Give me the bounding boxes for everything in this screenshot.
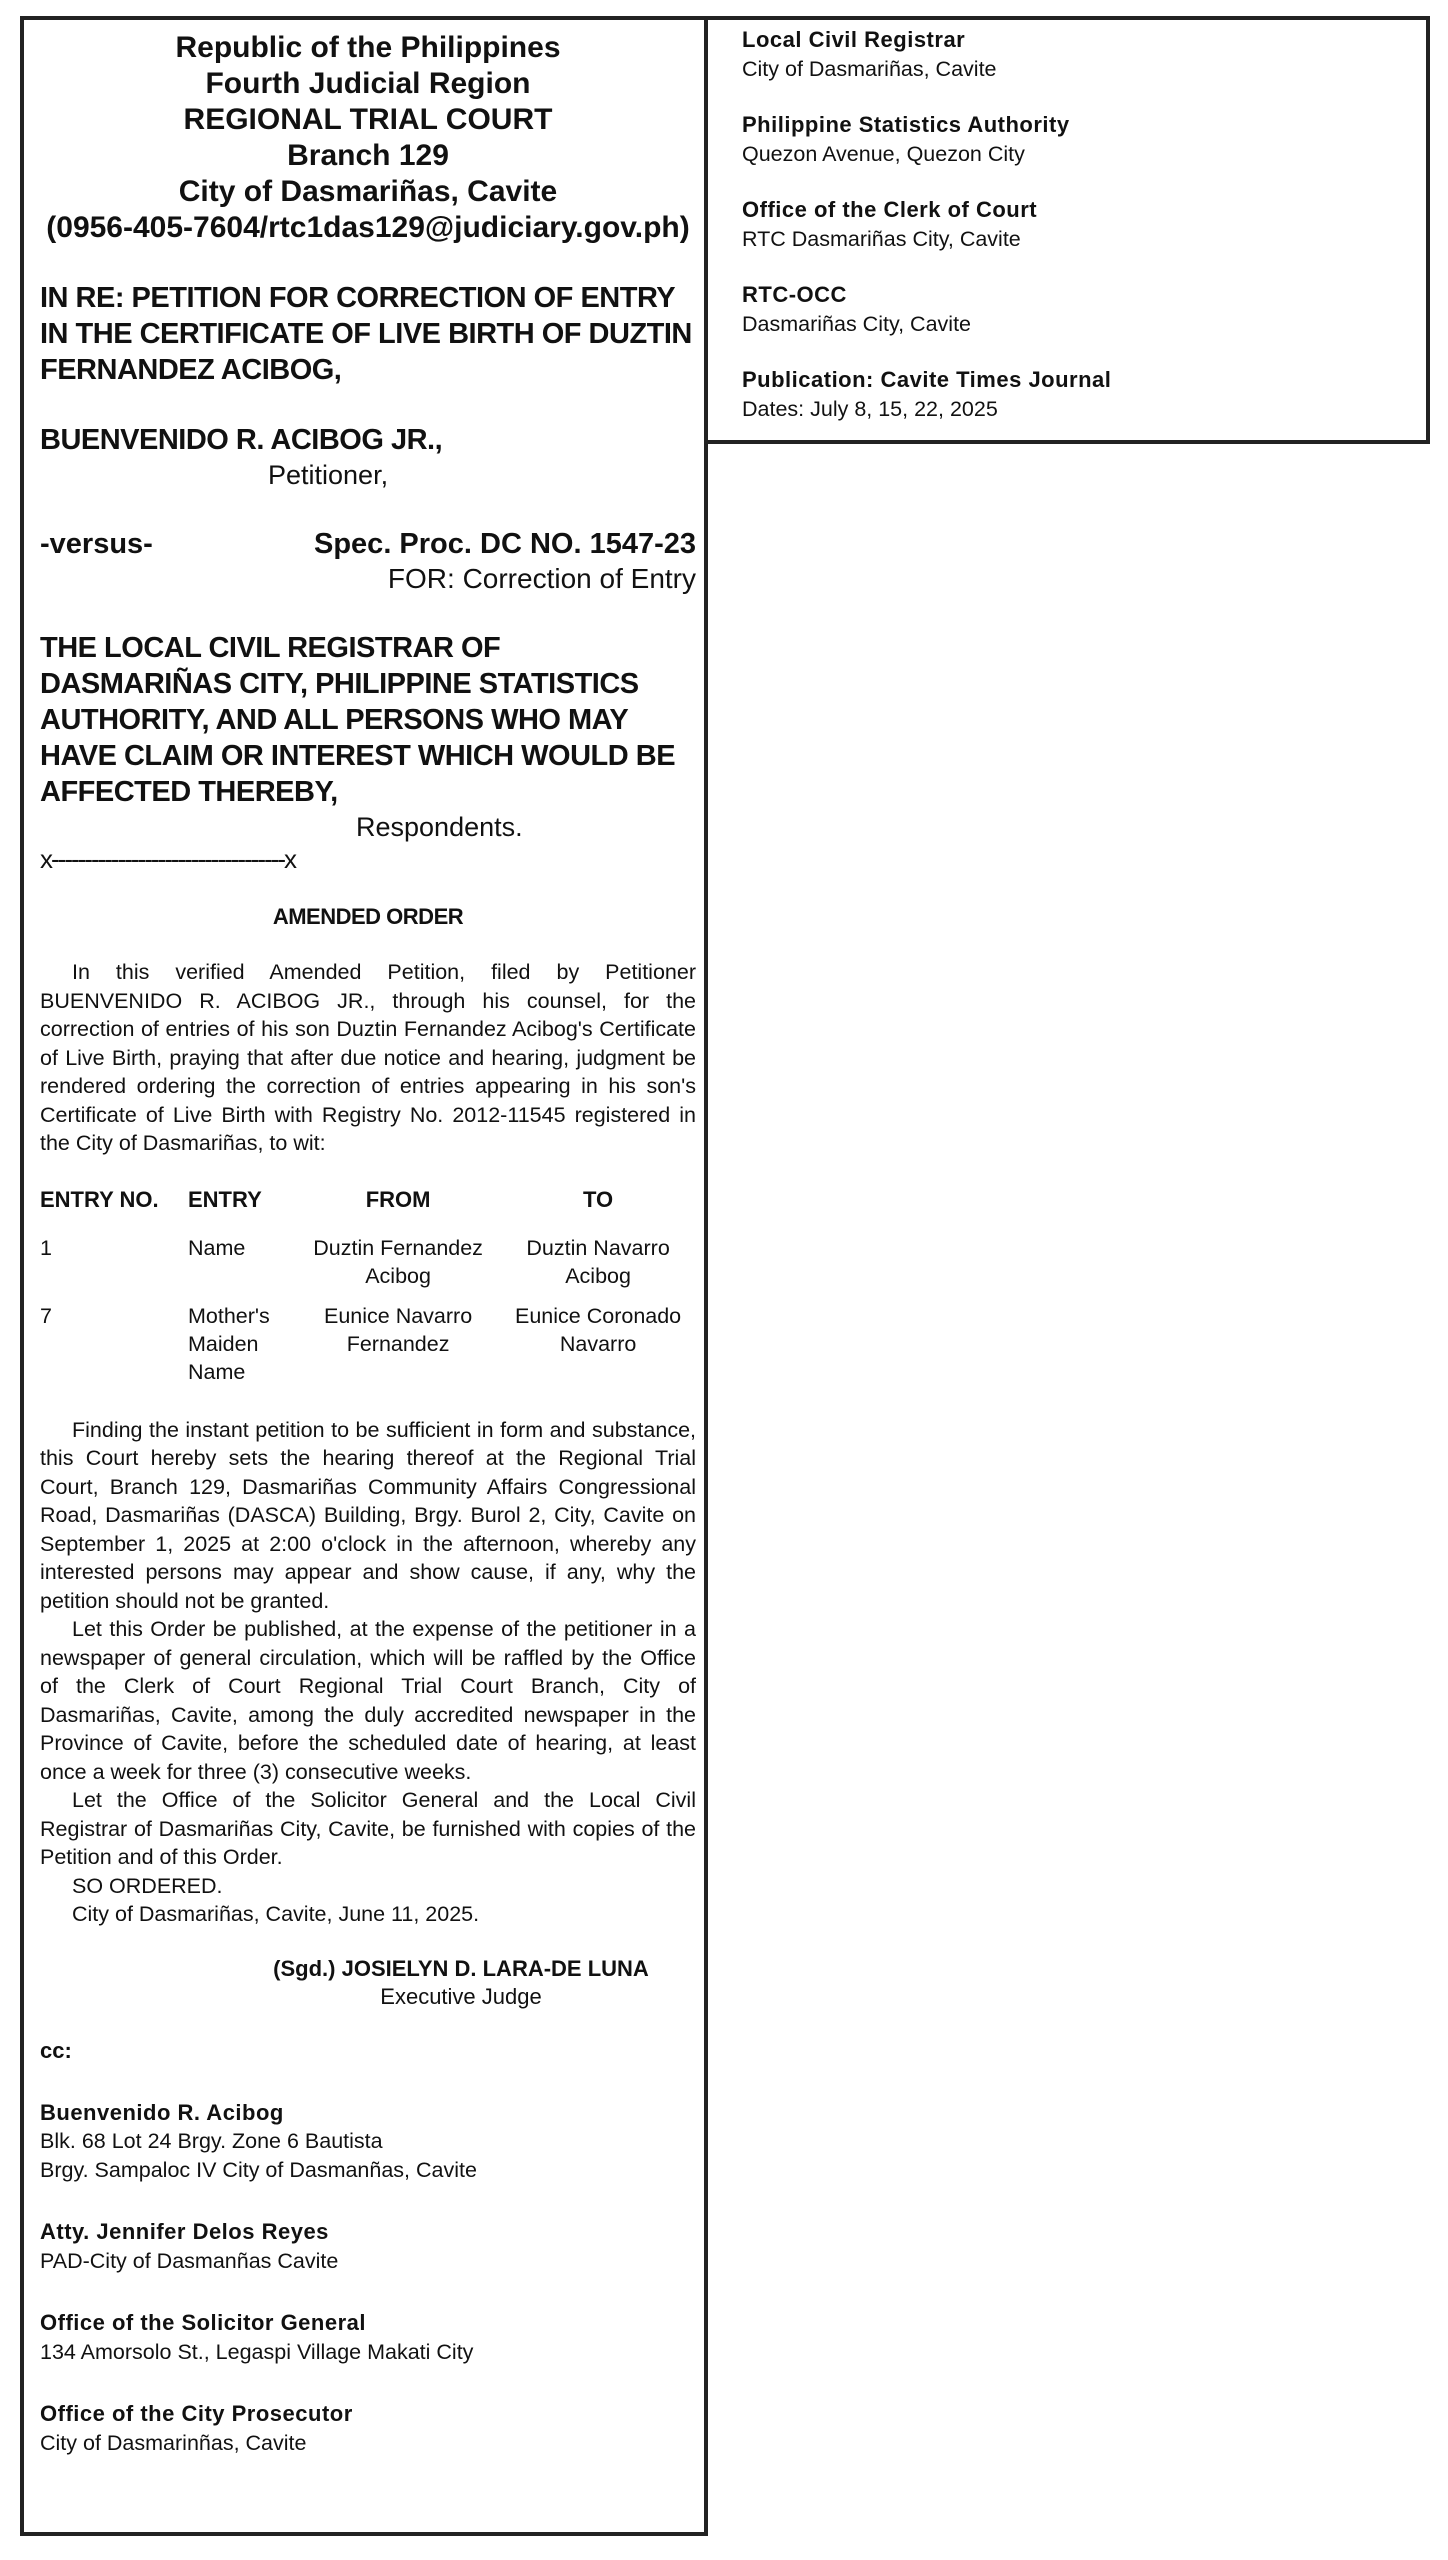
table-header-row — [40, 1186, 696, 1234]
table-cell: 1 — [40, 1235, 52, 1260]
recipient-address: Brgy. Sampaloc IV City of Dasmanñas, Cavite — [40, 2157, 477, 2182]
recipient-name: Office of the Solicitor General — [40, 2310, 367, 2335]
table-cell: 7 — [40, 1303, 52, 1328]
order-title: AMENDED ORDER — [272, 904, 464, 929]
header-contact: (0956-405-7604/rtc1das129@judiciary.gov.ph) — [46, 211, 690, 244]
publication-dates: Dates: July 8, 15, 22, 2025 — [742, 396, 998, 421]
cc-recipient — [40, 2218, 696, 2275]
recipient-name: Buenvenido R. Acibog — [40, 2099, 284, 2125]
publication-paragraph: Let this Order be published, at the expense of the petitioner in a newspaper of general circulation, which will be raffled by the Office of the Clerk of Court Regional Trial Court Branch, City of Dasmariñas, Cavite, among the duly accredited newspaper in the Province of Cavite, before the scheduled date of hearing, at least once a week for three (3) consecutive weeks. — [40, 1617, 696, 1784]
table-cell: Eunice Coronado Navarro — [515, 1303, 682, 1356]
cc-recipient — [742, 111, 1402, 168]
versus-row — [40, 526, 696, 562]
cc-label: cc: — [40, 2037, 72, 2063]
cc-recipient — [742, 196, 1402, 253]
case-title: IN RE: PETITION FOR CORRECTION OF ENTRY IN THE CERTIFICATE OF LIVE BIRTH OF DUZTIN FERNANDEZ ACIBOG, — [40, 282, 692, 386]
recipient-address: PAD-City of Dasmanñas Cavite — [40, 2248, 339, 2273]
table-cell: Name — [188, 1235, 246, 1260]
court-header — [40, 30, 696, 246]
recipient-name: Atty. Jennifer Delos Reyes — [40, 2219, 329, 2244]
recipient-name: Philippine Statistics Authority — [742, 112, 1070, 137]
cc-recipient — [742, 281, 1402, 338]
right-column — [742, 26, 1402, 451]
table-cell: Mother's Maiden Name — [188, 1303, 270, 1384]
left-column — [40, 30, 696, 2457]
recipient-address: RTC Dasmariñas City, Cavite — [742, 226, 1021, 251]
table-row — [40, 1302, 696, 1398]
table-cell: Duztin Navarro Acibog — [526, 1235, 670, 1288]
cc-recipient — [40, 2309, 696, 2366]
versus-label: -versus- — [40, 528, 153, 560]
table-row — [40, 1234, 696, 1302]
header-line: REGIONAL TRIAL COURT — [183, 103, 553, 136]
recipient-name: Local Civil Registrar — [742, 27, 966, 52]
recipient-address: City of Dasmariñas, Cavite — [742, 56, 997, 81]
recipient-name: Office of the City Prosecutor — [40, 2401, 353, 2426]
correction-table — [40, 1186, 696, 1398]
recipient-name: RTC-OCC — [742, 282, 847, 307]
table-cell: Eunice Navarro Fernandez — [323, 1303, 473, 1356]
recipient-address: 134 Amorsolo St., Legaspi Village Makati City — [40, 2339, 474, 2364]
petitioner-role: Petitioner, — [268, 460, 389, 490]
order-date: City of Dasmariñas, Cavite, June 11, 2025. — [72, 1902, 480, 1926]
so-ordered: SO ORDERED. — [72, 1873, 223, 1898]
signatory-name: (Sgd.) JOSIELYN D. LARA-DE LUNA — [273, 1955, 649, 1981]
respondents-names: THE LOCAL CIVIL REGISTRAR OF DASMARIÑAS CITY, PHILIPPINE STATISTICS AUTHORITY, AND ALL PERSONS WHO MAY HAVE CLAIM OR INTEREST WHICH WOULD BE AFFECTED THEREBY, — [40, 632, 676, 808]
publication-name: Publication: Cavite Times Journal — [742, 367, 1112, 392]
recipient-address: City of Dasmarinñas, Cavite — [40, 2430, 307, 2455]
column-header: ENTRY — [188, 1186, 262, 1212]
hearing-paragraph: Finding the instant petition to be sufficient in form and substance, this Court hereby sets the hearing thereof at the Regional Trial Court, Branch 129, Dasmariñas Community Affairs Congressional Road, Dasmariñas (DASCA) Building, Brgy. Burol 2, City, Cavite on September 1, 2025 at 2:00 o'clock in the afternoon, whereby any interested persons may appear and show cause, if any, why the petition should not be granted. — [40, 1417, 696, 1613]
case-number: Spec. Proc. DC NO. 1547-23 — [314, 528, 696, 560]
signatory-title: Executive Judge — [380, 1983, 542, 2009]
petitioner-name: BUENVENIDO R. ACIBOG JR., — [40, 424, 443, 456]
case-nature: FOR: Correction of Entry — [387, 563, 696, 594]
recipient-address: Blk. 68 Lot 24 Brgy. Zone 6 Bautista — [40, 2129, 383, 2153]
recipient-name: Office of the Clerk of Court — [742, 197, 1038, 222]
header-line: Fourth Judicial Region — [205, 67, 531, 100]
column-header: FROM — [365, 1186, 431, 1212]
cc-recipient — [40, 2400, 696, 2457]
order-intro-paragraph: In this verified Amended Petition, filed by Petitioner BUENVENIDO R. ACIBOG JR., through his counsel, for the correction of entries of his son Duztin Fernandez Acibog's Certificate of Live Birth, praying that after due notice and hearing, judgment be rendered ordering the correction of entries appearing in his son's Certificate of Live Birth with Registry No. 2012-11545 registered in the City of Dasmariñas, to wit: — [40, 960, 696, 1155]
header-line: Republic of the Philippines — [175, 31, 561, 64]
table-cell: Duztin Fernandez Acibog — [313, 1235, 483, 1288]
furnish-paragraph: Let the Office of the Solicitor General and the Local Civil Registrar of Dasmariñas City, Cavite, be furnished with copies of the Petition and of this Order. — [40, 1788, 696, 1869]
caption-separator: x-----------------------------------x — [40, 844, 296, 874]
recipient-address: Dasmariñas City, Cavite — [742, 311, 971, 336]
cc-recipient — [40, 2099, 696, 2185]
signature-block — [40, 1955, 696, 2011]
header-line: City of Dasmariñas, Cavite — [178, 175, 558, 208]
column-header: TO — [583, 1186, 614, 1212]
cc-recipient — [742, 26, 1402, 83]
respondents-role: Respondents. — [356, 812, 523, 842]
column-header: ENTRY NO. — [40, 1186, 159, 1212]
order-body — [40, 1416, 696, 1929]
publication-info — [742, 366, 1402, 423]
recipient-address: Quezon Avenue, Quezon City — [742, 141, 1025, 166]
header-line: Branch 129 — [287, 139, 449, 172]
